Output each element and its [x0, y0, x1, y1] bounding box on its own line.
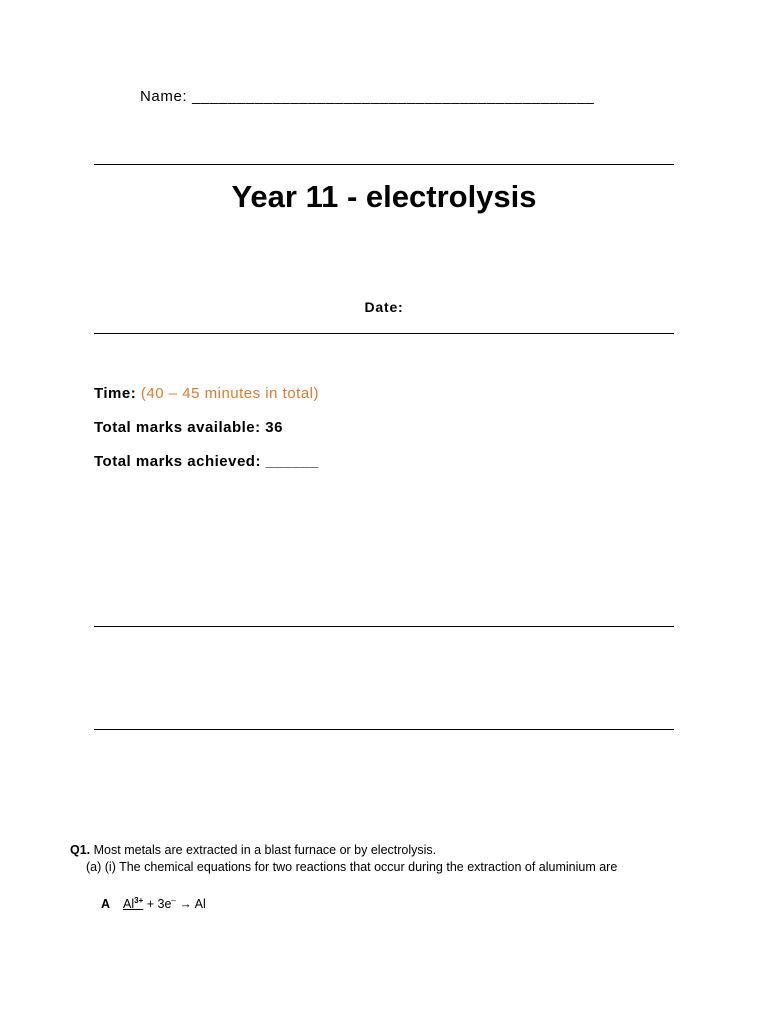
ion-charge: 3+ [134, 896, 144, 905]
equation-a [101, 896, 206, 911]
question-number: Q1. [70, 843, 91, 857]
total-marks-available: Total marks available: 36 [94, 419, 283, 436]
time-value: (40 – 45 minutes in total) [140, 385, 319, 402]
name-label: Name: [140, 88, 188, 105]
divider-rule [94, 333, 674, 334]
divider-rule [94, 729, 674, 730]
time-row [94, 385, 319, 402]
question-1a-text: (a) (i) The chemical equations for two reactions that occur during the extraction of aluminium are [86, 860, 618, 874]
electron-charge: – [171, 896, 176, 905]
equation-label: A [101, 897, 111, 911]
date-label: Date: [364, 299, 404, 315]
time-label: Time: [94, 385, 137, 402]
equation-middle: + 3e [143, 897, 172, 911]
page-title: Year 11 - electrolysis [231, 179, 537, 214]
ion-symbol: Al [123, 897, 135, 911]
equation-result: → Al [175, 897, 206, 911]
divider-rule [94, 626, 674, 627]
equation-ion [123, 897, 143, 911]
name-field[interactable] [140, 88, 594, 105]
total-marks-achieved: Total marks achieved: ______ [94, 453, 319, 470]
question-text: Most metals are extracted in a blast furnace or by electrolysis. [93, 843, 437, 857]
divider-rule [94, 164, 674, 165]
question-1 [70, 843, 436, 857]
name-blank-line[interactable]: _____________________________________________ [191, 88, 595, 105]
